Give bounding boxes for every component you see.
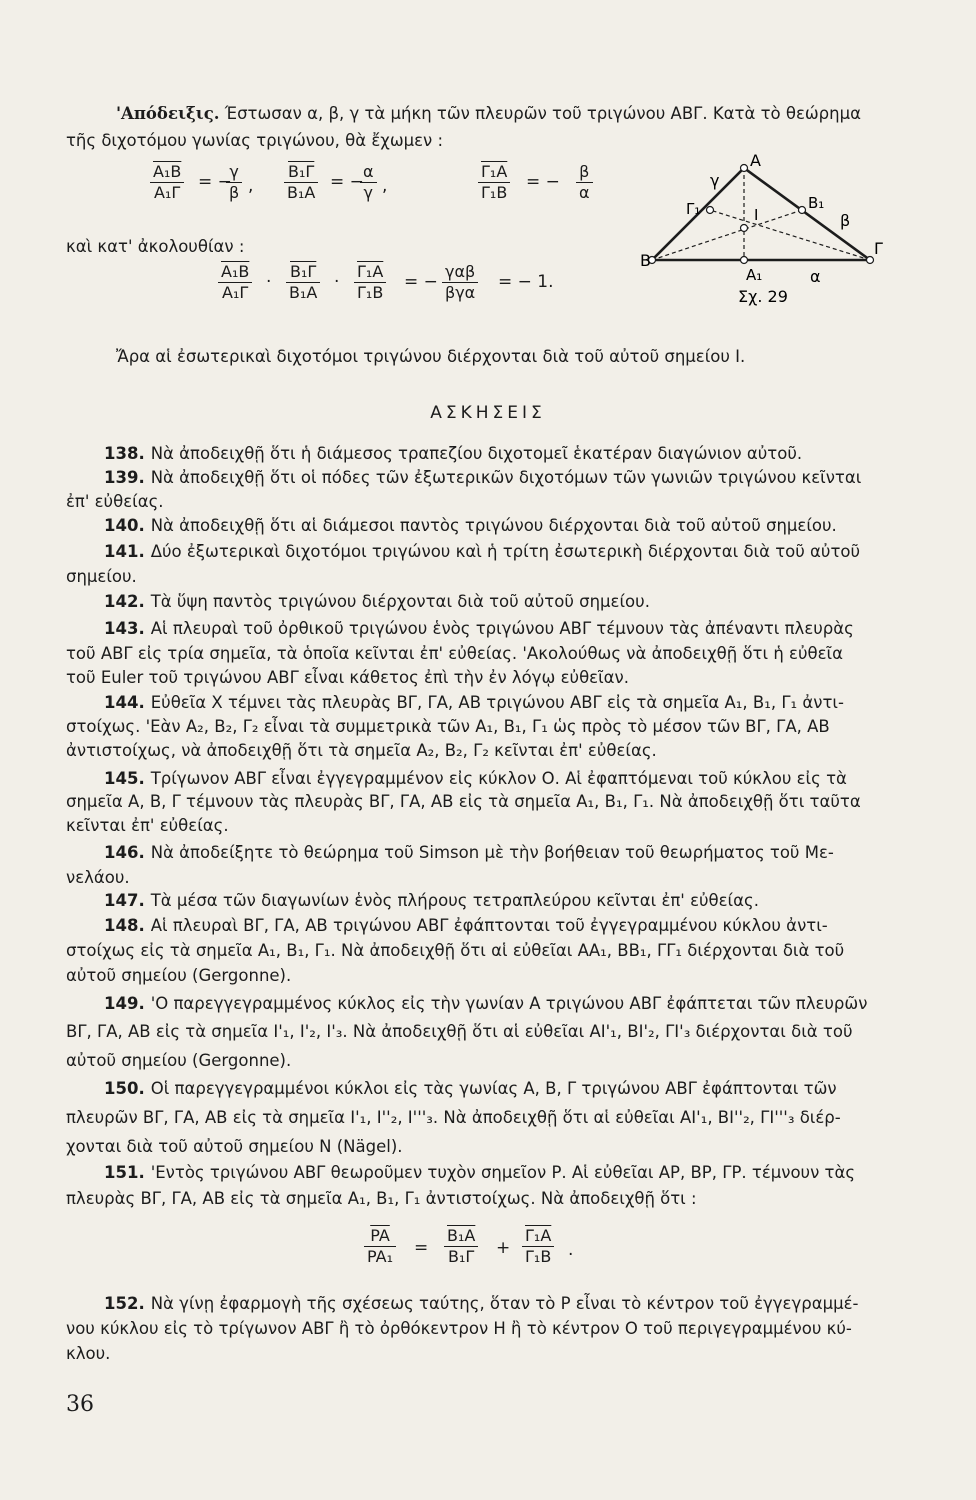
exercise-151	[104, 1162, 855, 1184]
exercise-148-line2: στοίχως εἰς τὰ σημεῖα Α₁, Β₁, Γ₁. Νὰ ἀποδειχθῇ ὅτι αἱ εὐθεῖαι ΑΑ₁, ΒΒ₁, ΓΓ₁ διέρχονται διὰ τοῦ	[66, 941, 845, 960]
eq1-f3-num: Γ₁A	[478, 162, 510, 183]
eq2-frac-d	[442, 262, 478, 303]
exercise-text: Τὰ ὕψη παντὸς τριγώνου διέρχονται διὰ τοῦ αὐτοῦ σημείου.	[150, 592, 650, 611]
triangle-outline	[652, 168, 870, 260]
exercise-138	[104, 443, 802, 465]
exercise-150	[104, 1078, 837, 1100]
label-g: Γ	[874, 239, 883, 258]
point-b1-dot	[799, 207, 806, 214]
exercise-144-line2: στοίχως. 'Εὰν Α₂, Β₂, Γ₂ εἶναι τὰ συμμετρικὰ τῶν Α₁, Β₁, Γ₁ ὡς πρὸς τὸ μέσον τῶν ΒΓ, ΓΑ, ΑΒ	[66, 717, 830, 736]
exercise-number: 152.	[104, 1294, 145, 1313]
exercise-145	[104, 768, 847, 790]
point-g1-dot	[707, 207, 714, 214]
proof-line-2: τῆς διχοτόμου γωνίας τριγώνου, θὰ ἔχωμεν :	[66, 131, 444, 150]
label-g1: Γ₁	[686, 200, 701, 218]
eq2-equals: = −	[404, 272, 438, 292]
exercise-143-line3: τοῦ Euler τοῦ τριγώνου ΑΒΓ εἶναι κάθετος ἐπὶ τὴν ἐν λόγῳ εὐθεῖαν.	[66, 668, 630, 687]
exercise-text: Τὰ μέσα τῶν διαγωνίων ἑνὸς πλήρους τετραπλεύρου κεῖνται ἐπ' εὐθείας.	[150, 891, 759, 910]
exercise-146	[104, 842, 834, 864]
exercise-145-line2: σημεῖα Α, Β, Γ τέμνουν τὰς πλευρὰς ΒΓ, ΓΑ, ΑΒ εἰς τὰ σημεῖα Α₁, Β₁, Γ₁. Νὰ ἀποδειχθῇ ὅτι ταῦτα	[66, 792, 861, 811]
exercise-text: 'Εντὸς τριγώνου ΑΒΓ θεωροῦμεν τυχὸν σημεῖον Ρ. Αἱ εὐθεῖαι ΑΡ, ΒΡ, ΓΡ. τέμνουν τὰς	[150, 1163, 856, 1182]
exercise-150-line3: χονται διὰ τοῦ αὐτοῦ σημείου Ν (Nägel).	[66, 1137, 403, 1156]
eq151-lhs	[364, 1226, 396, 1267]
eq1-r1-num: γ	[226, 162, 242, 183]
label-a: A	[750, 151, 761, 170]
exercise-number: 141.	[104, 542, 145, 561]
eq1-f1-num: A₁B	[150, 162, 184, 183]
eq1-comma-1: ,	[248, 176, 254, 196]
exercise-146-cont: νελάου.	[66, 868, 130, 887]
eq151-m-num: B₁A	[444, 1226, 478, 1247]
exercise-text: Νὰ ἀποδειχθῇ ὅτι οἱ πόδες τῶν ἐξωτερικῶν διχοτόμων τῶν γωνιῶν τριγώνου κεῖνται	[150, 468, 862, 487]
eq1-r3-den: α	[579, 183, 590, 202]
exercise-139	[104, 467, 861, 489]
exercise-number: 140.	[104, 516, 145, 535]
eq151-r-num: Γ₁A	[522, 1226, 554, 1247]
eq2-d-num: γαβ	[442, 262, 478, 283]
eq1-r1-den: β	[229, 183, 240, 202]
exercise-number: 138.	[104, 444, 145, 463]
exercise-140	[104, 515, 837, 537]
eq1-r2-num: α	[360, 162, 377, 183]
label-a1: A₁	[746, 266, 763, 284]
eq1-rfrac-2	[360, 162, 377, 203]
eq151-right	[522, 1226, 554, 1267]
eq151-r-den: Γ₁B	[525, 1247, 552, 1266]
label-b1: B₁	[808, 194, 825, 212]
eq2-b-num: B₁Γ	[286, 262, 320, 283]
exercise-152-line2: νου κύκλου εἰς τὸ τρίγωνον ΑΒΓ ἢ τὸ ὀρθόκεντρον Η ἢ τὸ κέντρον Ο τοῦ περιγεγραμμένου κύ-	[66, 1319, 852, 1338]
exercise-number: 139.	[104, 468, 145, 487]
eq1-frac-2	[284, 162, 318, 203]
exercise-text: Νὰ ἀποδειχθῇ ὅτι αἱ διάμεσοι παντὸς τριγώνου διέρχονται διὰ τοῦ αὐτοῦ σημείου.	[150, 516, 837, 535]
exercise-149	[104, 993, 867, 1015]
exercise-148	[104, 915, 828, 937]
label-i: I	[754, 206, 759, 224]
eq2-d-den: βγα	[445, 283, 476, 302]
exercise-text: Αἱ πλευραὶ ΒΓ, ΓΑ, ΑΒ τριγώνου ΑΒΓ ἐφάπτονται τοῦ ἐγγεγραμμένου κύκλου ἀντι-	[150, 916, 828, 935]
exercise-144	[104, 692, 844, 714]
triangle-figure	[640, 148, 900, 318]
eq1-frac-1	[150, 162, 184, 203]
proof-conclusion: Ἄρα αἱ ἐσωτερικαὶ διχοτόμοι τριγώνου διέρχονται διὰ τοῦ αὐτοῦ σημείου I.	[116, 347, 746, 366]
eq1-f3-den: Γ₁B	[481, 183, 508, 202]
eq1-op-1: = −	[198, 172, 232, 192]
eq1-f2-den: B₁A	[287, 183, 316, 202]
incenter-dot	[741, 225, 748, 232]
exercise-151-line2: πλευρὰς ΒΓ, ΓΑ, ΑΒ εἰς τὰ σημεῖα Α₁, Β₁, Γ₁ ἀντιστοίχως. Νὰ ἀποδειχθῇ ὅτι :	[66, 1189, 697, 1208]
label-b: B	[640, 251, 651, 270]
eq151-middle	[444, 1226, 478, 1267]
exercise-144-line3: ἀντιστοίχως, νὰ ἀποδειχθῇ ὅτι τὰ σημεῖα Α₂, Β₂, Γ₂ κεῖνται ἐπ' εὐθείας.	[66, 741, 657, 760]
exercise-number: 149.	[104, 994, 145, 1013]
page-number: 36	[66, 1392, 94, 1417]
exercise-number: 151.	[104, 1163, 145, 1182]
exercise-number: 142.	[104, 592, 145, 611]
eq151-equals: =	[414, 1238, 429, 1258]
exercises-heading: ΑΣΚΗΣΕΙΣ	[430, 403, 546, 423]
eq1-comma-2: ,	[382, 176, 388, 196]
eq1-f2-num: B₁Γ	[284, 162, 318, 183]
exercise-number: 146.	[104, 843, 145, 862]
proof-line-1	[116, 103, 861, 125]
eq1-op-3: = −	[526, 172, 560, 192]
consequently-text: καὶ κατ' ἀκολουθίαν :	[66, 237, 245, 256]
exercise-142	[104, 591, 650, 613]
exercise-text: Τρίγωνον ΑΒΓ εἶναι ἐγγεγραμμένον εἰς κύκλον Ο. Αἱ ἐφαπτόμεναι τοῦ κύκλου εἰς τὰ	[150, 769, 847, 788]
exercise-number: 143.	[104, 619, 145, 638]
exercise-number: 150.	[104, 1079, 145, 1098]
exercise-text: Νὰ γίνῃ ἐφαρμογὴ τῆς σχέσεως ταύτης, ὅταν τὸ Ρ εἶναι τὸ κέντρον τοῦ ἐγγεγραμμέ-	[150, 1294, 859, 1313]
eq2-result: = − 1.	[498, 272, 554, 292]
eq1-r3-num: β	[576, 162, 593, 183]
point-a1-dot	[741, 257, 748, 264]
eq151-lhs-num: $\overline{PA}$	[364, 1226, 396, 1247]
eq2-frac-a	[218, 262, 252, 303]
eq151-plus: +	[496, 1238, 511, 1258]
exercise-text: 'Ο παρεγγεγραμμένος κύκλος εἰς τὴν γωνίαν Α τριγώνου ΑΒΓ ἐφάπτεται τῶν πλευρῶν	[150, 994, 868, 1013]
eq2-a-den: A₁Γ	[222, 283, 249, 302]
exercise-text: Εὐθεῖα Χ τέμνει τὰς πλευρὰς ΒΓ, ΓΑ, ΑΒ τριγώνου ΑΒΓ εἰς τὰ σημεῖα Α₁, Β₁, Γ₁ ἀντι-	[150, 693, 844, 712]
figure-caption: Σχ. 29	[738, 287, 788, 306]
exercise-148-line3: αὐτοῦ σημείου (Gergonne).	[66, 966, 292, 985]
eq1-r2-den: γ	[363, 183, 373, 202]
eq2-frac-b	[286, 262, 320, 303]
exercise-143-line2: τοῦ ΑΒΓ εἰς τρία σημεῖα, τὰ ὁποῖα κεῖνται ἐπ' εὐθείας. 'Ακολούθως νὰ ἀποδειχθῇ ὅτι ἡ εὐθεῖα	[66, 644, 843, 663]
eq1-op-2: = −	[330, 172, 364, 192]
exercise-text: Νὰ ἀποδειχθῇ ὅτι ἡ διάμεσος τραπεζίου διχοτομεῖ ἑκατέραν διαγώνιον αὐτοῦ.	[150, 444, 803, 463]
exercise-number: 147.	[104, 891, 145, 910]
exercise-150-line2: πλευρῶν ΒΓ, ΓΑ, ΑΒ εἰς τὰ σημεῖα Ι'₁, Ι''₂, Ι'''₃. Νὰ ἀποδειχθῇ ὅτι αἱ εὐθεῖαι ΑΙ'₁, ΒΙ''₂, ΓΙ'''₃ διέρ-	[66, 1108, 841, 1127]
exercise-145-line3: κεῖνται ἐπ' εὐθείας.	[66, 816, 229, 835]
exercise-141	[104, 541, 860, 563]
exercise-141-cont: σημείου.	[66, 567, 137, 586]
exercise-text: Οἱ παρεγγεγραμμένοι κύκλοι εἰς τὰς γωνίας Α, Β, Γ τριγώνου ΑΒΓ ἐφάπτονται τῶν	[150, 1079, 837, 1098]
eq2-frac-c	[354, 262, 386, 303]
eq1-frac-3	[478, 162, 510, 203]
bisector-b	[652, 210, 802, 260]
eq2-c-den: Γ₁B	[357, 283, 384, 302]
exercise-152-line3: κλου.	[66, 1344, 111, 1363]
exercise-number: 145.	[104, 769, 145, 788]
proof-text-1: Έστωσαν α, β, γ τὰ μήκη τῶν πλευρῶν τοῦ τριγώνου ΑΒΓ. Κατὰ τὸ θεώρημα	[219, 104, 861, 123]
label-beta: β	[840, 211, 851, 230]
eq2-b-den: B₁A	[289, 283, 318, 302]
exercise-152	[104, 1293, 858, 1315]
eq2-c-num: Γ₁A	[354, 262, 386, 283]
eq151-lhs-den: PA₁	[367, 1247, 393, 1266]
vertex-a-dot	[741, 165, 748, 172]
exercise-139-cont: ἐπ' εὐθείας.	[66, 492, 164, 511]
eq1-rfrac-1	[226, 162, 242, 203]
eq2-a-num: A₁B	[218, 262, 252, 283]
eq151-m-den: B₁Γ	[448, 1247, 475, 1266]
eq2-dot-2: ·	[334, 272, 340, 292]
eq1-f1-den: A₁Γ	[154, 183, 181, 202]
exercise-number: 148.	[104, 916, 145, 935]
eq1-rfrac-3	[576, 162, 593, 203]
exercise-147	[104, 890, 759, 912]
proof-label: 'Απόδειξις.	[116, 104, 220, 123]
exercise-143	[104, 618, 854, 640]
eq2-dot-1: ·	[266, 272, 272, 292]
exercise-149-line3: αὐτοῦ σημείου (Gergonne).	[66, 1051, 292, 1070]
vertex-g-dot	[867, 257, 874, 264]
exercise-number: 144.	[104, 693, 145, 712]
exercise-text: Δύο ἐξωτερικαὶ διχοτόμοι τριγώνου καὶ ἡ τρίτη ἐσωτερικὴ διέρχονται διὰ τοῦ αὐτοῦ	[150, 542, 861, 561]
label-alpha: α	[810, 267, 821, 286]
exercise-149-line2: ΒΓ, ΓΑ, ΑΒ εἰς τὰ σημεῖα Ι'₁, Ι'₂, Ι'₃. Νὰ ἀποδειχθῇ ὅτι αἱ εὐθεῖαι ΑΙ'₁, ΒΙ'₂, ΓΙ'₃ διέρχονται διὰ τοῦ	[66, 1022, 853, 1041]
exercise-text: Αἱ πλευραὶ τοῦ ὀρθικοῦ τριγώνου ἑνὸς τριγώνου ΑΒΓ τέμνουν τὰς ἀπέναντι πλευρὰς	[150, 619, 854, 638]
exercise-text: Νὰ ἀποδείξητε τὸ θεώρημα τοῦ Simson μὲ τὴν βοήθειαν τοῦ θεωρήματος τοῦ Με-	[150, 843, 834, 862]
label-gamma: γ	[710, 171, 720, 190]
eq151-period: .	[568, 1240, 574, 1260]
